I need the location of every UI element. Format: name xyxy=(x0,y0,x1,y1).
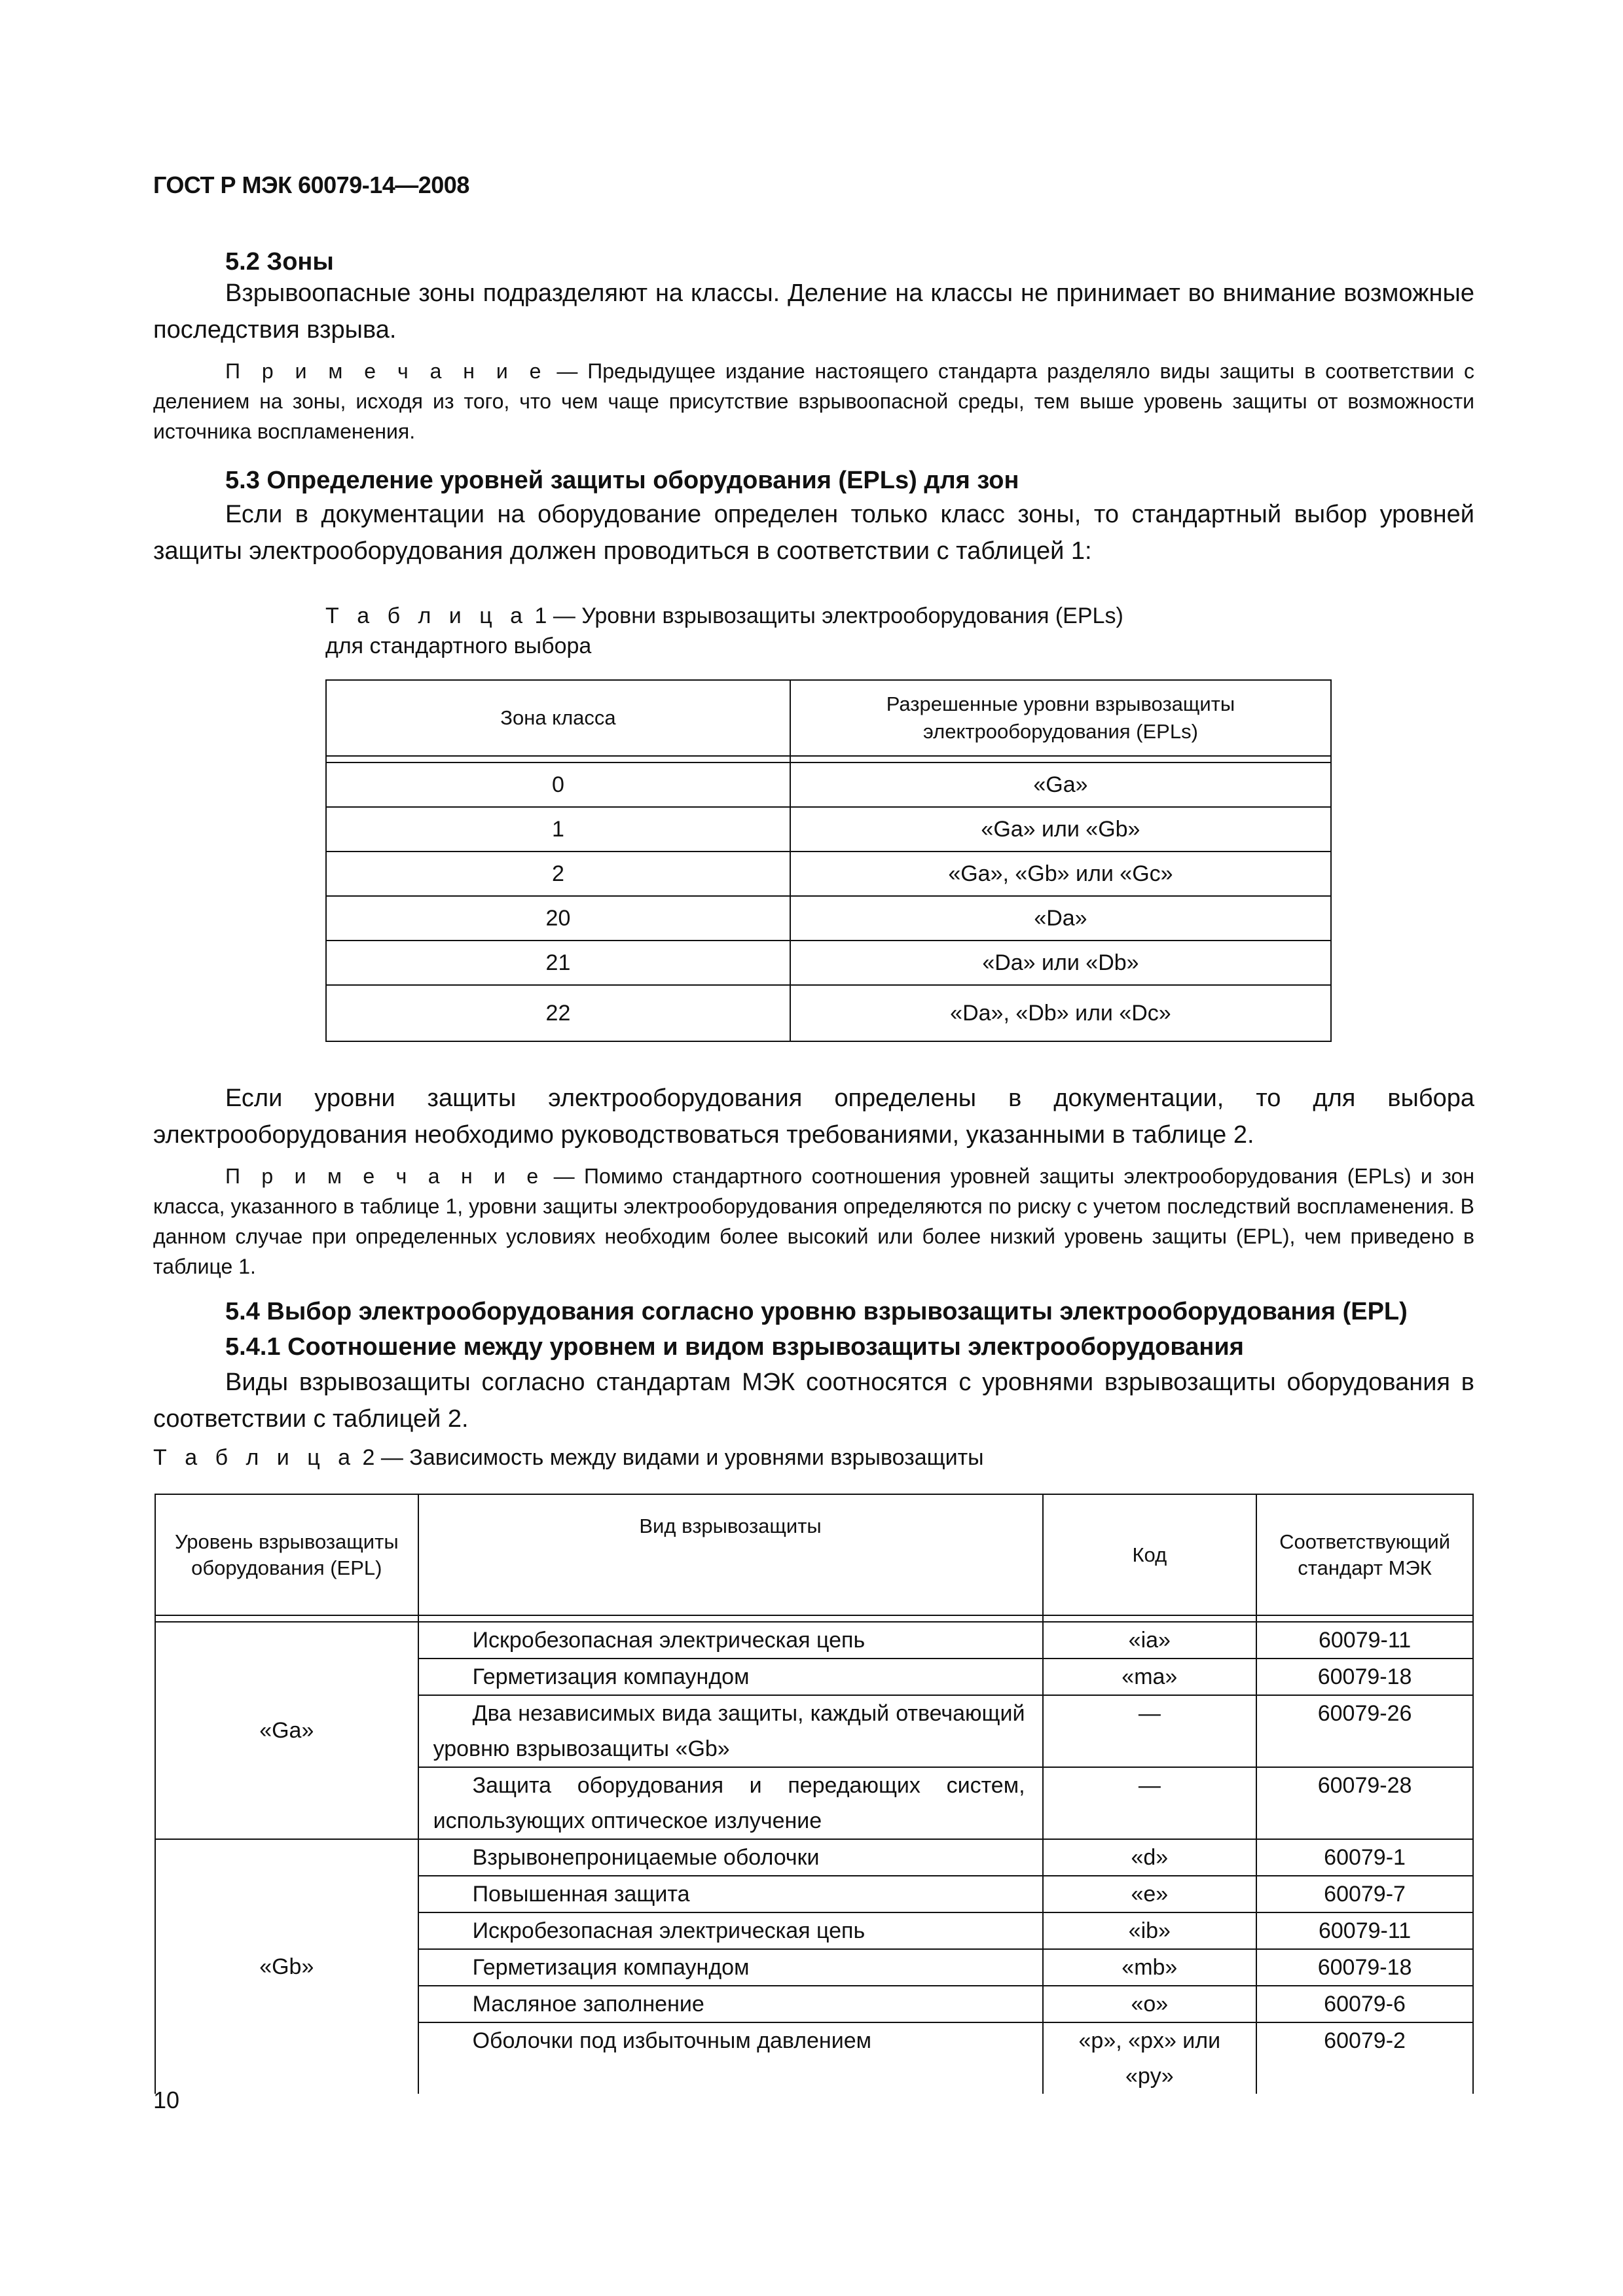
table-1-header-epl: Разрешенные уровни взрывозащиты электрооборудования (EPLs) xyxy=(790,680,1331,756)
kind-cell xyxy=(418,1949,1043,1986)
table-2-header-standard: Соответствующий стандарт МЭК xyxy=(1256,1494,1473,1615)
section-5-2-text: Взрывоопасные зоны подразделяют на классы. Деление на классы не принимает во внимание возможные последствия взрыва. xyxy=(153,279,1474,344)
table-1-header-zone: Зона класса xyxy=(326,680,790,756)
zone-cell: 21 xyxy=(326,941,790,985)
standard-cell: 60079-6 xyxy=(1256,1986,1473,2022)
section-5-3-text: Если в документации на оборудование определен только класс зоны, то стандартный выбор уровней защиты электрооборудования должен проводиться в соответствии с таблицей 1: xyxy=(153,501,1474,565)
zone-cell: 20 xyxy=(326,896,790,941)
zone-cell: 22 xyxy=(326,985,790,1041)
code-cell: — xyxy=(1043,1767,1257,1839)
kind-cell xyxy=(418,1839,1043,1876)
table-2-header-kind: Вид взрывозащиты xyxy=(418,1494,1043,1615)
page-number: 10 xyxy=(153,2087,180,2113)
table-row xyxy=(326,941,1331,985)
table-caption-label: Т а б л и ц а xyxy=(325,603,529,628)
table-1-caption xyxy=(325,601,1123,631)
code-cell: «o» xyxy=(1043,1986,1257,2022)
kind-cell xyxy=(418,1659,1043,1695)
kind-cell xyxy=(418,1912,1043,1949)
zone-cell: 0 xyxy=(326,762,790,807)
after-table-1-text: Если уровни защиты электрооборудования определены в документации, то для выбора электрооборудования необходимо руководствоваться требованиями, указанными в таблице 2. xyxy=(153,1085,1474,1149)
kind-text: Оболочки под избыточным давлением xyxy=(472,2028,871,2053)
table-caption-text: 2 — Зависимость между видами и уровнями взрывозащиты xyxy=(356,1445,984,1470)
standard-cell: 60079-18 xyxy=(1256,1949,1473,1986)
kind-text: Повышенная защита xyxy=(472,1882,690,1907)
note-label: П р и м е ч а н и е xyxy=(225,359,547,383)
code-cell: «p», «px» или «py» xyxy=(1043,2022,1257,2094)
table-row xyxy=(326,985,1331,1041)
section-5-2-heading: 5.2 Зоны xyxy=(225,248,334,276)
note-label: П р и м е ч а н и е xyxy=(225,1164,545,1188)
code-cell: «e» xyxy=(1043,1876,1257,1912)
kind-cell xyxy=(418,1876,1043,1912)
kind-text: Масляное заполнение xyxy=(472,1992,704,2017)
standard-cell: 60079-26 xyxy=(1256,1695,1473,1767)
code-cell: «d» xyxy=(1043,1839,1257,1876)
standard-cell: 60079-11 xyxy=(1256,1912,1473,1949)
epl-cell: «Da» или «Db» xyxy=(790,941,1331,985)
kind-text: Герметизация компаундом xyxy=(472,1664,750,1689)
code-cell: — xyxy=(1043,1695,1257,1767)
table-2 xyxy=(155,1494,1474,2094)
section-5-4-1-text: Виды взрывозащиты согласно стандартам МЭК соотносятся с уровнями взрывозащиты оборудования в соответствии с таблицей 2. xyxy=(153,1369,1474,1433)
table-row xyxy=(326,896,1331,941)
standard-cell: 60079-18 xyxy=(1256,1659,1473,1695)
code-cell: «ib» xyxy=(1043,1912,1257,1949)
standard-cell: 60079-11 xyxy=(1256,1622,1473,1659)
table-2-header-code: Код xyxy=(1043,1494,1257,1615)
zone-cell: 2 xyxy=(326,852,790,896)
section-5-2-note xyxy=(153,356,1474,446)
table-2-caption xyxy=(153,1443,984,1473)
section-5-3-heading: 5.3 Определение уровней защиты оборудования (EPLs) для зон xyxy=(225,467,1019,494)
table-row xyxy=(155,1622,1473,1659)
table-1-caption-line2: для стандартного выбора xyxy=(325,634,592,658)
standard-cell: 60079-7 xyxy=(1256,1876,1473,1912)
kind-text: Герметизация компаундом xyxy=(472,1955,750,1980)
table-2-header-level: Уровень взрывозащиты оборудования (EPL) xyxy=(155,1494,418,1615)
standard-cell: 60079-1 xyxy=(1256,1839,1473,1876)
table-caption-text: 1 — Уровни взрывозащиты электрооборудования (EPLs) xyxy=(528,603,1123,628)
kind-text: Взрывонепроницаемые оболочки xyxy=(472,1845,820,1870)
table-row xyxy=(326,807,1331,852)
table-row xyxy=(326,852,1331,896)
code-cell: «mb» xyxy=(1043,1949,1257,1986)
code-cell: «ia» xyxy=(1043,1622,1257,1659)
kind-text: Искробезопасная электрическая цепь xyxy=(472,1628,866,1653)
epl-cell: «Da», «Db» или «Dc» xyxy=(790,985,1331,1041)
epl-cell: «Da» xyxy=(790,896,1331,941)
epl-cell: «Ga», «Gb» или «Gc» xyxy=(790,852,1331,896)
epl-cell: «Ga» xyxy=(790,762,1331,807)
kind-text: Искробезопасная электрическая цепь xyxy=(472,1918,866,1943)
table-row xyxy=(155,1839,1473,1876)
table-row xyxy=(326,762,1331,807)
kind-cell xyxy=(418,1986,1043,2022)
standard-cell: 60079-2 xyxy=(1256,2022,1473,2094)
section-5-4-heading: 5.4 Выбор электрооборудования согласно уровню взрывозащиты электрооборудования (EPL) xyxy=(225,1298,1408,1325)
table-1 xyxy=(325,679,1332,1042)
code-cell: «ma» xyxy=(1043,1659,1257,1695)
note-text: — Предыдущее издание настоящего стандарта разделяло виды защиты в соответствии с делением на зоны, исходя из того, что чем чаще присутствие взрывоопасной среды, тем выше уровень защиты от возможности источника воспламенения. xyxy=(153,359,1474,443)
table-caption-label: Т а б л и ц а xyxy=(153,1445,357,1470)
section-5-4-1-heading: 5.4.1 Соотношение между уровнем и видом взрывозащиты электрооборудования xyxy=(225,1333,1244,1361)
kind-text: Два независимых вида защиты, каждый отвечающий уровню взрывозащиты «Gb» xyxy=(433,1701,1025,1761)
level-cell: «Ga» xyxy=(155,1622,418,1839)
level-cell: «Gb» xyxy=(155,1839,418,2094)
kind-text: Защита оборудования и передающих систем, использующих оптическое излучение xyxy=(433,1773,1025,1833)
epl-cell: «Ga» или «Gb» xyxy=(790,807,1331,852)
kind-cell xyxy=(418,2022,1043,2094)
standard-cell: 60079-28 xyxy=(1256,1767,1473,1839)
kind-cell xyxy=(418,1695,1043,1767)
document-header: ГОСТ Р МЭК 60079-14—2008 xyxy=(153,171,469,198)
zone-cell: 1 xyxy=(326,807,790,852)
kind-cell xyxy=(418,1622,1043,1659)
after-table-1-note xyxy=(153,1161,1474,1282)
note-text: — Помимо стандартного соотношения уровней защиты электрооборудования (EPLs) и зон класса, указанного в таблице 1, уровни защиты электрооборудования определяются по риску с учетом последствий воспламенения. В данном случае при определенных условиях необходим более высокий или более низкий уровень защиты (EPL), чем приведено в таблице 1. xyxy=(153,1164,1475,1278)
kind-cell xyxy=(418,1767,1043,1839)
